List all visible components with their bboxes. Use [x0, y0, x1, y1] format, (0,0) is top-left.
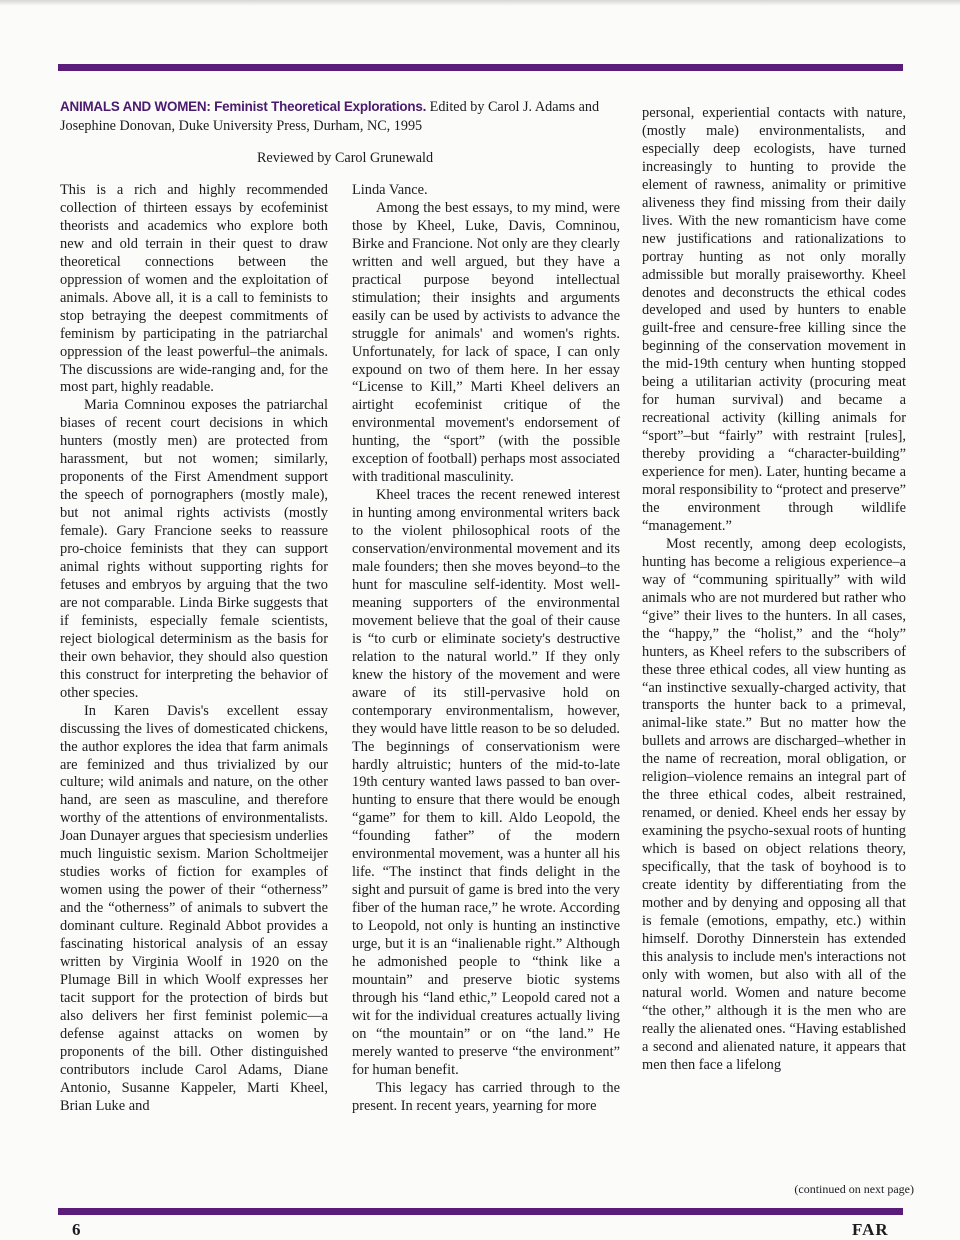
column-3: [642, 105, 906, 1074]
paragraph: This is a rich and highly recommended collection of thirteen essays by ecofeminist theorists and academics who explore both new and old terrain in their quest to draw theoretical connections between the oppression of women and the exploitation of animals. Above all, it is a call to feminists to stop betraying the deepest commitments of feminism by participating in the patriarchal oppression of the least powerful–the animals. The discussions are wide-ranging and, for the most part, highly readable.: [60, 182, 328, 396]
scan-edge: [0, 0, 960, 6]
column-2: [352, 182, 620, 1116]
book-title: ANIMALS AND WOMEN: Feminist Theoretical Explorations.: [60, 99, 427, 114]
paragraph: Kheel traces the recent renewed interest in hunting among environmental writers back to the violent philosophical roots of the conservation/environmental movement and its male founders; then she moves beyond–to the hunt for masculine self-identity. Most well-meaning supporters of the environmental movement believe that the goal of their cause is “to curb or eliminate society's destructive relation to the natural world.” If they only knew the history of the movement and were aware of its still-pervasive hold on contemporary environmentalism, however, they would have little reason to be so deluded. The beginnings of conservationism were hardly altruistic; hunters of the mid-to-late 19th century wanted laws passed to ban over-hunting to ensure that there would be enough “game” for them to kill. Aldo Leopold, the “founding father” of the modern environmental movement, was a hunter all his life. “The instinct that finds delight in the sight and pursuit of game is bred into the very fiber of the human race,” he wrote. According to Leopold, not only is hunting an instinctive urge, but it is an “inalienable right.” Although he admonished people to “think like a mountain” and preserve biotic systems through his “land ethic,” Leopold cared not a wit for the individual creatures actually living on “the mountain” or on “the land.” He merely wanted to preserve “the environment” for human benefit.: [352, 487, 620, 1078]
continued-note: (continued on next page): [794, 1182, 914, 1196]
paragraph: In Karen Davis's excellent essay discussing the lives of domesticated chickens, the author explores the idea that farm animals are feminized and thus trivialized by our culture; wild animals and nature, on the other hand, are seen as masculine, and therefore worthy of the attentions of environmentalists. Joan Dunayer argues that speciesism underlies much linguistic sexism. Marion Scholtmeijer studies works of fiction for examples of women using the power of their “otherness” and the “otherness” of animals to subvert the dominant culture. Reginald Abbot provides a fascinating historical analysis of an essay written by Virginia Woolf in 1920 on the Plumage Bill in which Woolf expresses her tacit support for the protection of birds but also delivers her first feminist polemic—a defense against attacks on women by proponents of the bill. Other distinguished contributors include Carol Adams, Diane Antonio, Susanne Kappeler, Marti Kheel, Brian Luke and: [60, 702, 328, 1114]
paragraph: This legacy has carried through to the present. In recent years, yearning for more: [352, 1079, 620, 1114]
publication-name: FAR: [852, 1220, 889, 1239]
review-header: [60, 97, 630, 136]
paragraph: Most recently, among deep ecologists, hunting has become a religious experience–a way of “communing spiritually” with wild animals who are not murdered but rather who “give” their lives to the hunters. In all cases, the “happy,” the “holist,” and the “holy” hunters, as Kheel refers to the subscribers of these three ethical codes, all view hunting as “an instinctive sexually-charged activity, that transports the hunter back to a primeval, animal-like state.” But no matter how the bullets and arrows are discharged–whether in the name of recreation, moral obligation, or religion–violence remains an integral part of the three ethical codes, albeit restrained, renamed, or denied. Kheel ends her essay by examining the psycho-sexual roots of hunting which is based on object relations theory, specifically, that the task of boyhood is to create identity by differentiating from the mother and by denying and opposing all that is female (emotions, empathy, etc.) within himself. Dorothy Dinnerstein has extended this analysis to include men's interactions not only with women, but also with all of the natural world. Women and nature become “the other,” although it is the men who are really the alienated ones. “Having established a second and alienated nature, it appears that men then face a lifelong: [642, 535, 906, 1073]
column-1: [60, 182, 328, 1116]
reviewer-byline: Reviewed by Carol Grunewald: [256, 150, 434, 166]
top-rule: [58, 64, 903, 71]
paragraph: Linda Vance.: [352, 182, 428, 198]
paragraph: Among the best essays, to my mind, were those by Kheel, Luke, Davis, Comninou, Birke and Francione. Not only are they clearly written and well argued, but they have a practical purpose beyond intellectual stimulation; their insights and arguments easily can be used by activists to advance the struggle for animals' and women's rights. Unfortunately, for lack of space, I can only expound on two of them here. In her essay “License to Kill,” Marti Kheel delivers an airtight ecofeminist critique of the environmental movement's endorsement of hunting, the “sport” (with the possible exception of football) perhaps most associated with traditional masculinity.: [352, 199, 620, 486]
page-number: 6: [72, 1220, 81, 1239]
bottom-rule: [58, 1208, 903, 1215]
paragraph: Maria Comninou exposes the patriarchal biases of recent court decisions in which hunters (mostly men) are protected from harassment, but not women; similarly, proponents of the First Amendment support the speech of pornographers (mostly male), but not animal rights activists (mostly female). Gary Francione seeks to reassure pro-choice feminists that they can support animal rights without supporting rights for fetuses and embryos by arguing that the two are not comparable. Linda Birke suggests that if feminists, especially female scientists, reject biological determinism as the basis for their own behavior, they should also question this construct for interpreting the behavior of other species.: [60, 397, 328, 701]
editors-line: Edited by Carol J. Adams and Josephine Donovan, Duke University Press, Durham, NC, 1995: [60, 99, 600, 134]
paragraph: personal, experiential contacts with nature, (mostly male) environmentalists, and especially deep ecologists, have turned increasingly to hunting to provide the element of rawness, animality or primitive aliveness they find missing from their daily lives. With the new romanticism have come new justifications and rationalizations to portray hunting as not only morally admissible but morally praiseworthy. Kheel denotes and deconstructs the ethical codes developed and used by hunters to enable guilt-free and censure-free killing since the beginning of the conservation movement in the mid-19th century when hunting stopped being a utilitarian activity (procuring meat for human survival) and became a recreational activity (killing animals for “sport”–but “fairly” with restraint [rules], thereby providing a “character-building” experience for men). Later, hunting became a moral responsibility to “protect and preserve” the environment through wildlife “management.”: [642, 105, 906, 534]
